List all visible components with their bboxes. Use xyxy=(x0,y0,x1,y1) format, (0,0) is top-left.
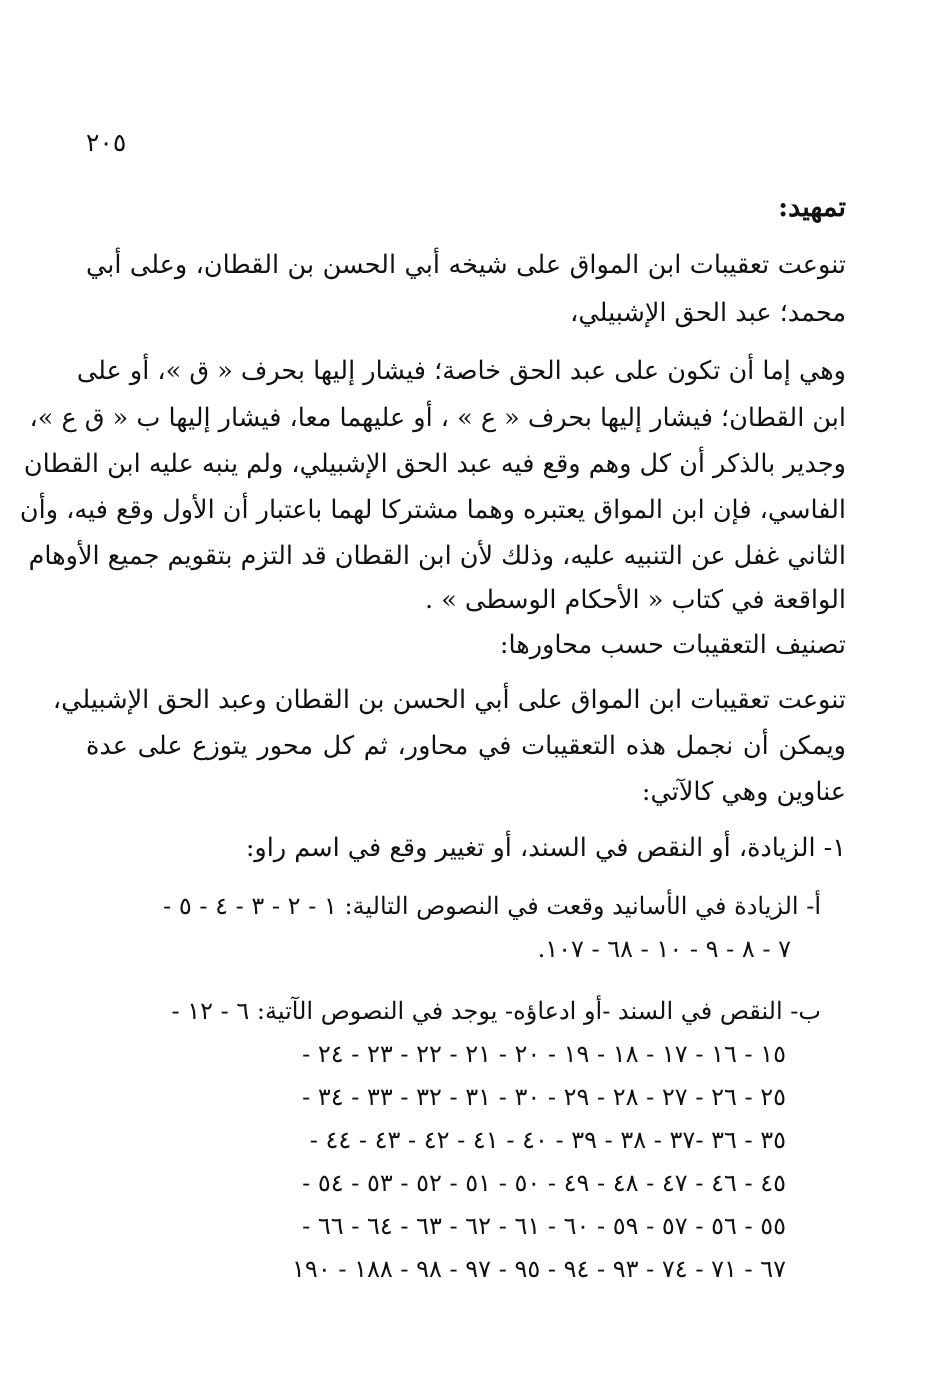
classification-subheading: تصنيف التعقيبات حسب محاورها: xyxy=(499,630,846,660)
item-b-line-7: ٦٧ - ٧١ - ٧٤ - ٩٣ - ٩٤ - ٩٥ - ٩٧ - ٩٨ - ١٨٨ - ١٩٠ xyxy=(292,1255,786,1283)
para2-line-2: ابن القطان؛ فيشار إليها بحرف « ع » ، أو عليهما معا، فيشار إليها ب « ق ع »، xyxy=(29,403,846,433)
item-b-line-6: ٥٥ - ٥٦ - ٥٧ - ٥٩ - ٦٠ - ٦١ - ٦٢ - ٦٣ - ٦٤ - ٦٦ - xyxy=(302,1212,786,1240)
section-heading: تمهيد: xyxy=(778,192,846,223)
item-b-line-5: ٤٥ - ٤٦ - ٤٧ - ٤٨ - ٤٩ - ٥٠ - ٥١ - ٥٢ - ٥٣ - ٥٤ - xyxy=(302,1169,786,1197)
intro-line-2: محمد؛ عبد الحق الإشبيلي، xyxy=(570,298,846,328)
para3-line-3: عناوين وهي كالآتي: xyxy=(641,777,846,807)
item-b-line-4: ٣٥ - ٣٦ -٣٧ - ٣٨ - ٣٩ - ٤٠ - ٤١ - ٤٢ - ٤٣ - ٤٤ - xyxy=(309,1126,786,1154)
item-b-line-1: ب- النقص في السند -أو ادعاؤه- يوجد في النصوص الآتية: ٦ - ١٢ - xyxy=(171,997,821,1025)
page-number: ٢٠٥ xyxy=(86,128,127,157)
intro-line-1: تنوعت تعقيبات ابن المواق على شيخه أبي الحسن بن القطان، وعلى أبي xyxy=(86,250,846,280)
para2-line-4: الفاسي، فإن ابن المواق يعتبره وهما مشتركا لهما باعتبار أن الأول وقع فيه، وأن xyxy=(19,495,846,525)
para3-line-2: ويمكن أن نجمل هذه التعقيبات في محاور، ثم كل محور يتوزع على عدة xyxy=(86,731,846,761)
item-1-heading: ١- الزيادة، أو النقص في السند، أو تغيير وقع في اسم راو: xyxy=(245,833,846,863)
item-a-line-1: أ- الزيادة في الأسانيد وقعت في النصوص التالية: ١ - ٢ - ٣ - ٤ - ٥ - xyxy=(163,892,821,920)
para2-line-6: الواقعة في كتاب « الأحكام الوسطى » . xyxy=(425,585,846,615)
para2-line-3: وجدير بالذكر أن كل وهم وقع فيه عبد الحق الإشبيلي، ولم ينبه عليه ابن القطان xyxy=(23,449,846,479)
item-a-line-2: ٧ - ٨ - ٩ - ١٠ - ٦٨ - ١٠٧. xyxy=(537,935,791,963)
para2-line-5: الثاني غفل عن التنبيه عليه، وذلك لأن ابن القطان قد التزم بتقويم جميع الأوهام xyxy=(28,541,846,571)
para3-line-1: تنوعت تعقيبات ابن المواق على أبي الحسن بن القطان وعبد الحق الإشبيلي، xyxy=(52,685,846,715)
item-b-line-3: ٢٥ - ٢٦ - ٢٧ - ٢٨ - ٢٩ - ٣٠ - ٣١ - ٣٢ - ٣٣ - ٣٤ - xyxy=(302,1083,786,1111)
item-b-line-2: ١٥ - ١٦ - ١٧ - ١٨ - ١٩ - ٢٠ - ٢١ - ٢٢ - ٢٣ - ٢٤ - xyxy=(302,1040,786,1068)
para2-line-1: وهي إما أن تكون على عبد الحق خاصة؛ فيشار إليها بحرف « ق »، أو على xyxy=(76,356,846,386)
